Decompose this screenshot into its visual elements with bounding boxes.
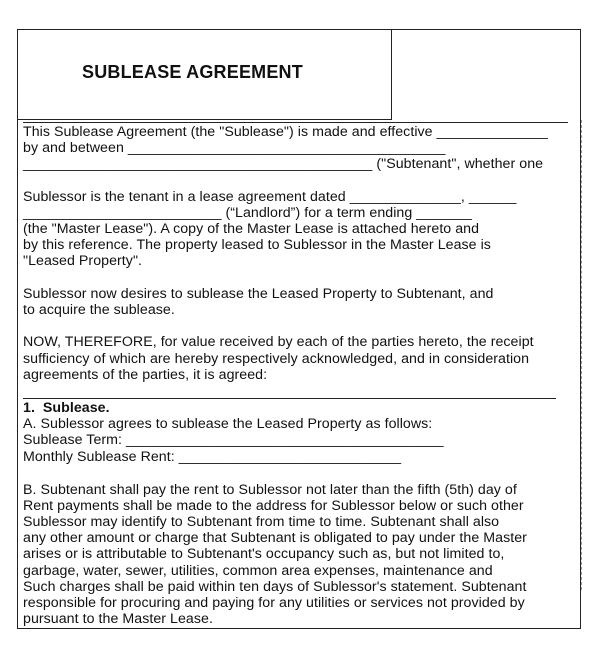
monthly-rent-field: Monthly Sublease Rent: ____________________________ [23, 449, 402, 465]
body-line: Sublessor is the tenant in a lease agreement dated ______________, ______ [23, 189, 517, 205]
body-line: ____________________________________________ ("Subtenant", whether one [23, 156, 544, 172]
body-line: _________________________ (“Landlord”) for a term ending _______ [23, 205, 472, 221]
body-line: garbage, water, sewer, utilities, common area expenses, maintenance and [23, 563, 493, 579]
body-line: This Sublease Agreement (the "Sublease") is made and effective ______________ [23, 124, 548, 140]
body-line: arises or is attributable to Subtenant's occupancy such as, but not limited to, [23, 546, 505, 562]
body-line: Sublessor may identify to Subtenant from time to time. Subtenant shall also [23, 514, 500, 530]
body-line: to acquire the sublease. [23, 302, 175, 318]
sublease-term-field: Sublease Term: ________________________________________ [23, 432, 444, 448]
body-line: pursuant to the Master Lease. [23, 611, 213, 627]
section-heading-sublease: 1. Sublease. [23, 400, 110, 416]
page-edge-dashed [581, 120, 582, 590]
body-line: Rent payments shall be made to the address for Sublessor below or such other [23, 498, 524, 514]
body-line: agreements of the parties, it is agreed: [23, 367, 268, 383]
body-line: (the "Master Lease"). A copy of the Master Lease is attached hereto and [23, 221, 480, 237]
body-line: B. Subtenant shall pay the rent to Sublessor not later than the fifth (5th) day of [23, 482, 517, 498]
body-line: A. Sublessor agrees to sublease the Leased Property as follows: [23, 416, 433, 432]
body-line: sufficiency of which are hereby respectively acknowledged, and in consideration [23, 351, 530, 367]
body-line: responsible for procuring and paying for any utilities or services not provided by [23, 595, 525, 611]
section-rule [23, 398, 556, 399]
body-line: "Leased Property". [23, 253, 143, 269]
body-line: Sublessor now desires to sublease the Leased Property to Subtenant, and [23, 286, 494, 302]
body-line: Such charges shall be paid within ten days of Sublessor's statement. Subtenant [23, 579, 527, 595]
body-line: by this reference. The property leased to Sublessor in the Master Lease is [23, 237, 491, 253]
body-line: NOW, THEREFORE, for value received by each of the parties hereto, the receipt [23, 334, 534, 350]
body-line: by and between ________________________________________ [23, 140, 446, 156]
document-title: SUBLEASE AGREEMENT [82, 62, 303, 82]
body-line: any other amount or charge that Subtenant is obligated to pay under the Master [23, 530, 527, 546]
header-rule [23, 122, 568, 123]
